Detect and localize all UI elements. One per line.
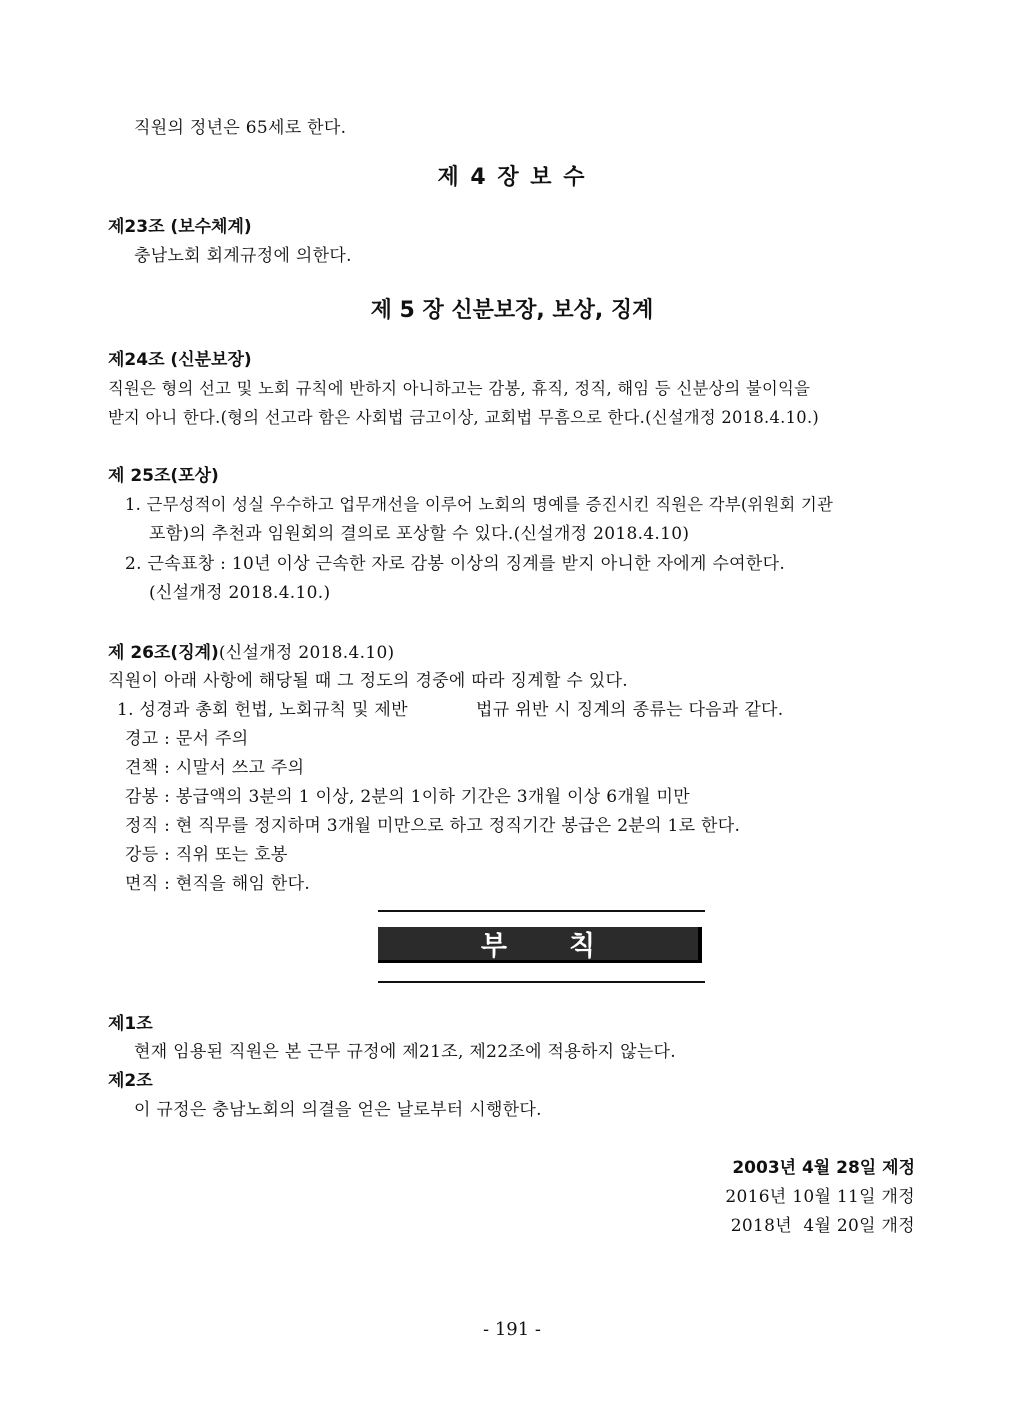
article-25-item-1-line-2: 포함)의 추천과 임원회의 결의로 포상할 수 있다.(신설개정 2018.4.10) bbox=[149, 524, 690, 544]
supplementary-article-1-body: 현재 임용된 직원은 본 근무 규정에 제21조, 제22조에 적용하지 않는다. bbox=[134, 1042, 676, 1062]
article-24-line-1: 직원은 형의 선고 및 노회 규칙에 반하지 아니하고는 감봉, 휴직, 정직, 해임 등 신분상의 불이익을 bbox=[108, 379, 811, 398]
page-number: - 191 - bbox=[483, 1319, 541, 1340]
penalty-dismissal: 면직 : 현직을 해임 한다. bbox=[125, 874, 311, 894]
article-25-item-2-line-1: 2. 근속표창 : 10년 이상 근속한 자로 감봉 이상의 징계를 받지 아니한 자에게 수여한다. bbox=[125, 554, 786, 574]
article-25-heading: 제 25조(포상) bbox=[108, 466, 219, 486]
article-25-item-2-line-2: (신설개정 2018.4.10.) bbox=[149, 583, 331, 603]
banner-bottom-rule bbox=[378, 981, 705, 983]
article-26-item-1-part-a: 1. 성경과 총회 헌법, 노회규칙 및 제반 bbox=[117, 700, 408, 720]
article-26-item-1-part-b: 법규 위반 시 징계의 종류는 다음과 같다. bbox=[476, 700, 784, 720]
banner-top-rule bbox=[378, 910, 705, 912]
article-26-heading: 제 26조(징계) bbox=[108, 643, 219, 663]
retirement-age-text: 직원의 정년은 65세로 한다. bbox=[134, 118, 347, 138]
supplementary-banner bbox=[378, 927, 702, 963]
article-25-item-1-line-1: 1. 근무성적이 성실 우수하고 업무개선을 이루어 노회의 명예를 증진시킨 직원은 각부(위원회 기관 bbox=[125, 495, 834, 514]
supplementary-banner-label: 부칙 bbox=[480, 931, 658, 962]
supplementary-article-2-body: 이 규정은 충남노회의 의결을 얻은 날로부터 시행한다. bbox=[134, 1100, 542, 1120]
penalty-warning: 경고 : 문서 주의 bbox=[125, 729, 249, 749]
chapter-5-title: 제 5 장 신분보장, 보상, 징계 bbox=[370, 298, 654, 323]
revision-date-2018: 2018년 4월 20일 개정 bbox=[730, 1216, 915, 1236]
article-24-heading: 제24조 (신분보장) bbox=[108, 350, 252, 370]
enactment-date: 2003년 4월 28일 제정 bbox=[732, 1158, 915, 1178]
supplementary-article-1-heading: 제1조 bbox=[108, 1014, 153, 1034]
supplementary-article-2-heading: 제2조 bbox=[108, 1071, 153, 1091]
article-23-body: 충남노회 회계규정에 의한다. bbox=[134, 246, 352, 266]
article-26-note: (신설개정 2018.4.10) bbox=[218, 643, 395, 663]
article-24-line-2: 받지 아니 한다.(형의 선고라 함은 사회법 금고이상, 교회법 무흠으로 한다.(신설개정 2018.4.10.) bbox=[108, 408, 820, 427]
article-23-heading: 제23조 (보수체계) bbox=[108, 217, 252, 237]
revision-date-2016: 2016년 10월 11일 개정 bbox=[725, 1187, 915, 1207]
penalty-pay-cut: 감봉 : 봉급액의 3분의 1 이상, 2분의 1이하 기간은 3개월 이상 6개월 미만 bbox=[125, 787, 690, 807]
penalty-demotion: 강등 : 직위 또는 호봉 bbox=[125, 845, 288, 865]
penalty-suspension: 정직 : 현 직무를 정지하며 3개월 미만으로 하고 정직기간 봉급은 2분의 1로 한다. bbox=[125, 816, 741, 836]
chapter-4-title: 제 4 장 보 수 bbox=[437, 165, 587, 190]
penalty-reprimand: 견책 : 시말서 쓰고 주의 bbox=[125, 758, 305, 778]
article-26-heading-row bbox=[108, 643, 395, 662]
article-26-intro: 직원이 아래 사항에 해당될 때 그 정도의 경중에 따라 징계할 수 있다. bbox=[108, 671, 628, 691]
